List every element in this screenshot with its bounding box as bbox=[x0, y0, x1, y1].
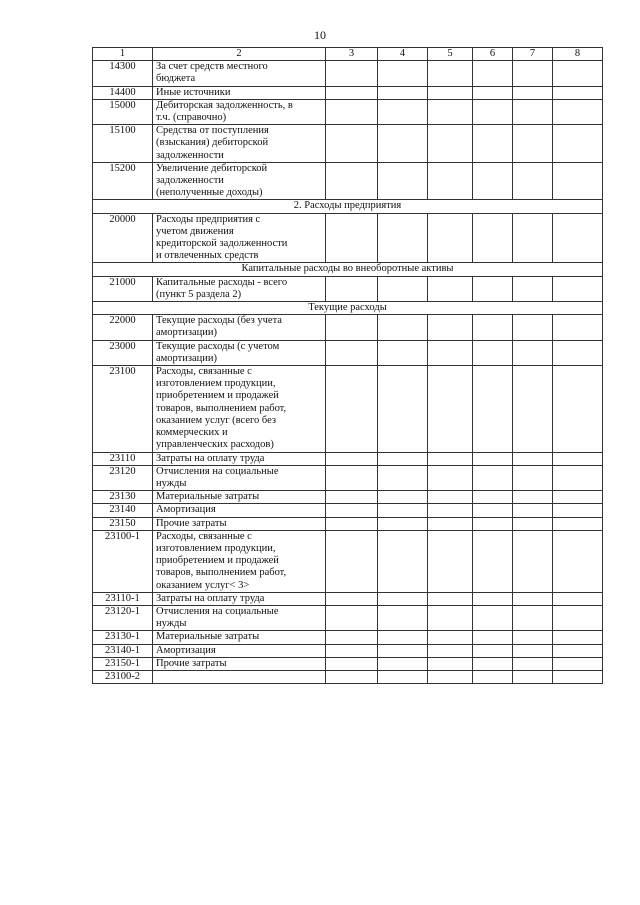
value-cell bbox=[378, 125, 428, 163]
column-number-row bbox=[93, 48, 603, 61]
value-cell bbox=[553, 99, 603, 124]
value-cell bbox=[428, 592, 473, 605]
column-header: 8 bbox=[553, 48, 603, 61]
row-code: 21000 bbox=[93, 276, 153, 301]
row-name: Расходы, связанные с изготовлением продукции, приобретением и продажей товаров, выполнением работ, оказанием услуг (всего без коммерческих и управленческих расходов) bbox=[153, 366, 326, 452]
value-cell bbox=[326, 670, 378, 683]
table-body bbox=[93, 61, 603, 684]
table-row bbox=[93, 530, 603, 592]
value-cell bbox=[428, 517, 473, 530]
section-header-row bbox=[93, 200, 603, 213]
value-cell bbox=[378, 631, 428, 644]
value-cell bbox=[473, 517, 513, 530]
table-row bbox=[93, 366, 603, 452]
value-cell bbox=[553, 592, 603, 605]
row-name: Материальные затраты bbox=[153, 631, 326, 644]
value-cell bbox=[473, 162, 513, 200]
value-cell bbox=[326, 465, 378, 490]
value-cell bbox=[473, 86, 513, 99]
value-cell bbox=[513, 99, 553, 124]
row-code: 23140 bbox=[93, 504, 153, 517]
value-cell bbox=[428, 315, 473, 340]
value-cell bbox=[326, 315, 378, 340]
row-code: 15100 bbox=[93, 125, 153, 163]
row-name: Текущие расходы (без учета амортизации) bbox=[153, 315, 326, 340]
value-cell bbox=[378, 657, 428, 670]
table-row bbox=[93, 86, 603, 99]
value-cell bbox=[553, 631, 603, 644]
column-header: 6 bbox=[473, 48, 513, 61]
value-cell bbox=[326, 644, 378, 657]
value-cell bbox=[473, 657, 513, 670]
value-cell bbox=[326, 213, 378, 263]
value-cell bbox=[326, 99, 378, 124]
value-cell bbox=[326, 517, 378, 530]
row-code: 23120-1 bbox=[93, 605, 153, 630]
value-cell bbox=[378, 465, 428, 490]
row-code: 14300 bbox=[93, 61, 153, 86]
value-cell bbox=[553, 670, 603, 683]
value-cell bbox=[428, 99, 473, 124]
row-name: Дебиторская задолженность, в т.ч. (справочно) bbox=[153, 99, 326, 124]
row-name: Затраты на оплату труда bbox=[153, 592, 326, 605]
value-cell bbox=[553, 491, 603, 504]
value-cell bbox=[326, 530, 378, 592]
value-cell bbox=[326, 491, 378, 504]
value-cell bbox=[378, 517, 428, 530]
value-cell bbox=[553, 465, 603, 490]
row-name: Отчисления на социальные нужды bbox=[153, 605, 326, 630]
value-cell bbox=[428, 61, 473, 86]
row-code: 22000 bbox=[93, 315, 153, 340]
section-title: Капитальные расходы во внеоборотные активы bbox=[93, 263, 603, 276]
row-code: 23110-1 bbox=[93, 592, 153, 605]
value-cell bbox=[473, 452, 513, 465]
value-cell bbox=[553, 125, 603, 163]
value-cell bbox=[513, 340, 553, 365]
row-code: 20000 bbox=[93, 213, 153, 263]
value-cell bbox=[553, 517, 603, 530]
value-cell bbox=[428, 213, 473, 263]
value-cell bbox=[428, 452, 473, 465]
row-name: Затраты на оплату труда bbox=[153, 452, 326, 465]
value-cell bbox=[378, 530, 428, 592]
value-cell bbox=[326, 592, 378, 605]
row-name: Отчисления на социальные нужды bbox=[153, 465, 326, 490]
value-cell bbox=[378, 670, 428, 683]
row-name: Материальные затраты bbox=[153, 491, 326, 504]
value-cell bbox=[378, 644, 428, 657]
value-cell bbox=[553, 276, 603, 301]
row-code: 23130 bbox=[93, 491, 153, 504]
column-header: 7 bbox=[513, 48, 553, 61]
value-cell bbox=[513, 162, 553, 200]
value-cell bbox=[428, 162, 473, 200]
value-cell bbox=[326, 504, 378, 517]
table-row bbox=[93, 517, 603, 530]
column-header: 3 bbox=[326, 48, 378, 61]
row-code: 23130-1 bbox=[93, 631, 153, 644]
value-cell bbox=[473, 213, 513, 263]
value-cell bbox=[326, 86, 378, 99]
value-cell bbox=[428, 670, 473, 683]
value-cell bbox=[553, 315, 603, 340]
value-cell bbox=[326, 61, 378, 86]
row-name: Текущие расходы (с учетом амортизации) bbox=[153, 340, 326, 365]
value-cell bbox=[378, 315, 428, 340]
value-cell bbox=[553, 340, 603, 365]
value-cell bbox=[326, 162, 378, 200]
value-cell bbox=[378, 61, 428, 86]
row-code: 23110 bbox=[93, 452, 153, 465]
row-code: 15200 bbox=[93, 162, 153, 200]
value-cell bbox=[428, 86, 473, 99]
value-cell bbox=[513, 491, 553, 504]
column-header: 5 bbox=[428, 48, 473, 61]
value-cell bbox=[326, 657, 378, 670]
value-cell bbox=[553, 61, 603, 86]
section-header-row bbox=[93, 263, 603, 276]
row-code: 23100-1 bbox=[93, 530, 153, 592]
row-code: 23120 bbox=[93, 465, 153, 490]
value-cell bbox=[553, 644, 603, 657]
value-cell bbox=[473, 465, 513, 490]
table-row bbox=[93, 670, 603, 683]
row-name: Иные источники bbox=[153, 86, 326, 99]
value-cell bbox=[473, 530, 513, 592]
row-name bbox=[153, 670, 326, 683]
row-code: 23000 bbox=[93, 340, 153, 365]
row-name: Прочие затраты bbox=[153, 657, 326, 670]
value-cell bbox=[473, 340, 513, 365]
value-cell bbox=[513, 86, 553, 99]
value-cell bbox=[378, 605, 428, 630]
value-cell bbox=[473, 504, 513, 517]
value-cell bbox=[378, 340, 428, 365]
row-name: Увеличение дебиторской задолженности (неполученные доходы) bbox=[153, 162, 326, 200]
value-cell bbox=[513, 605, 553, 630]
value-cell bbox=[428, 340, 473, 365]
value-cell bbox=[553, 657, 603, 670]
value-cell bbox=[428, 491, 473, 504]
section-title: 2. Расходы предприятия bbox=[93, 200, 603, 213]
report-table bbox=[92, 47, 603, 684]
table-row bbox=[93, 504, 603, 517]
value-cell bbox=[428, 125, 473, 163]
value-cell bbox=[428, 631, 473, 644]
value-cell bbox=[513, 530, 553, 592]
row-name: Расходы предприятия с учетом движения кредиторской задолженности и отвлеченных средств bbox=[153, 213, 326, 263]
value-cell bbox=[378, 86, 428, 99]
value-cell bbox=[473, 631, 513, 644]
value-cell bbox=[378, 592, 428, 605]
value-cell bbox=[553, 504, 603, 517]
section-header-row bbox=[93, 302, 603, 315]
value-cell bbox=[326, 366, 378, 452]
value-cell bbox=[378, 504, 428, 517]
value-cell bbox=[473, 276, 513, 301]
value-cell bbox=[513, 61, 553, 86]
value-cell bbox=[378, 491, 428, 504]
value-cell bbox=[326, 631, 378, 644]
section-title: Текущие расходы bbox=[93, 302, 603, 315]
value-cell bbox=[513, 504, 553, 517]
table-row bbox=[93, 340, 603, 365]
table-row bbox=[93, 465, 603, 490]
value-cell bbox=[473, 670, 513, 683]
value-cell bbox=[473, 125, 513, 163]
table-row bbox=[93, 61, 603, 86]
table-row bbox=[93, 213, 603, 263]
value-cell bbox=[378, 99, 428, 124]
value-cell bbox=[553, 452, 603, 465]
value-cell bbox=[553, 366, 603, 452]
value-cell bbox=[513, 125, 553, 163]
row-name: Капитальные расходы - всего (пункт 5 раздела 2) bbox=[153, 276, 326, 301]
row-code: 23100 bbox=[93, 366, 153, 452]
value-cell bbox=[428, 366, 473, 452]
table-row bbox=[93, 644, 603, 657]
table-row bbox=[93, 605, 603, 630]
value-cell bbox=[473, 491, 513, 504]
value-cell bbox=[553, 213, 603, 263]
column-header: 1 bbox=[93, 48, 153, 61]
value-cell bbox=[473, 99, 513, 124]
value-cell bbox=[473, 366, 513, 452]
value-cell bbox=[378, 213, 428, 263]
row-name: Амортизация bbox=[153, 644, 326, 657]
table-row bbox=[93, 162, 603, 200]
table-row bbox=[93, 657, 603, 670]
value-cell bbox=[326, 276, 378, 301]
value-cell bbox=[428, 530, 473, 592]
column-header: 4 bbox=[378, 48, 428, 61]
value-cell bbox=[326, 605, 378, 630]
row-name: Прочие затраты bbox=[153, 517, 326, 530]
table-row bbox=[93, 276, 603, 301]
table-row bbox=[93, 315, 603, 340]
value-cell bbox=[326, 340, 378, 365]
column-header: 2 bbox=[153, 48, 326, 61]
value-cell bbox=[553, 162, 603, 200]
value-cell bbox=[513, 452, 553, 465]
value-cell bbox=[513, 592, 553, 605]
value-cell bbox=[513, 657, 553, 670]
value-cell bbox=[513, 315, 553, 340]
value-cell bbox=[473, 644, 513, 657]
value-cell bbox=[473, 315, 513, 340]
value-cell bbox=[513, 670, 553, 683]
row-name: Средства от поступления (взыскания) дебиторской задолженности bbox=[153, 125, 326, 163]
value-cell bbox=[326, 125, 378, 163]
value-cell bbox=[553, 530, 603, 592]
page-number: 10 bbox=[314, 28, 326, 42]
table-row bbox=[93, 99, 603, 124]
table-row bbox=[93, 631, 603, 644]
row-code: 14400 bbox=[93, 86, 153, 99]
row-code: 23150-1 bbox=[93, 657, 153, 670]
value-cell bbox=[428, 276, 473, 301]
value-cell bbox=[553, 86, 603, 99]
row-name: Расходы, связанные с изготовлением продукции, приобретением и продажей товаров, выполнением работ, оказанием услуг< 3> bbox=[153, 530, 326, 592]
value-cell bbox=[428, 605, 473, 630]
value-cell bbox=[473, 592, 513, 605]
row-code: 23150 bbox=[93, 517, 153, 530]
value-cell bbox=[326, 452, 378, 465]
value-cell bbox=[378, 162, 428, 200]
value-cell bbox=[513, 213, 553, 263]
value-cell bbox=[473, 605, 513, 630]
table-row bbox=[93, 491, 603, 504]
value-cell bbox=[428, 465, 473, 490]
table-row bbox=[93, 592, 603, 605]
value-cell bbox=[513, 644, 553, 657]
value-cell bbox=[428, 657, 473, 670]
value-cell bbox=[428, 644, 473, 657]
row-name: Амортизация bbox=[153, 504, 326, 517]
value-cell bbox=[513, 465, 553, 490]
value-cell bbox=[428, 504, 473, 517]
value-cell bbox=[513, 276, 553, 301]
value-cell bbox=[473, 61, 513, 86]
value-cell bbox=[553, 605, 603, 630]
row-code: 15000 bbox=[93, 99, 153, 124]
value-cell bbox=[378, 366, 428, 452]
value-cell bbox=[378, 452, 428, 465]
table-row bbox=[93, 452, 603, 465]
value-cell bbox=[513, 366, 553, 452]
value-cell bbox=[378, 276, 428, 301]
row-code: 23100-2 bbox=[93, 670, 153, 683]
table-row bbox=[93, 125, 603, 163]
row-name: За счет средств местного бюджета bbox=[153, 61, 326, 86]
row-code: 23140-1 bbox=[93, 644, 153, 657]
value-cell bbox=[513, 631, 553, 644]
value-cell bbox=[513, 517, 553, 530]
